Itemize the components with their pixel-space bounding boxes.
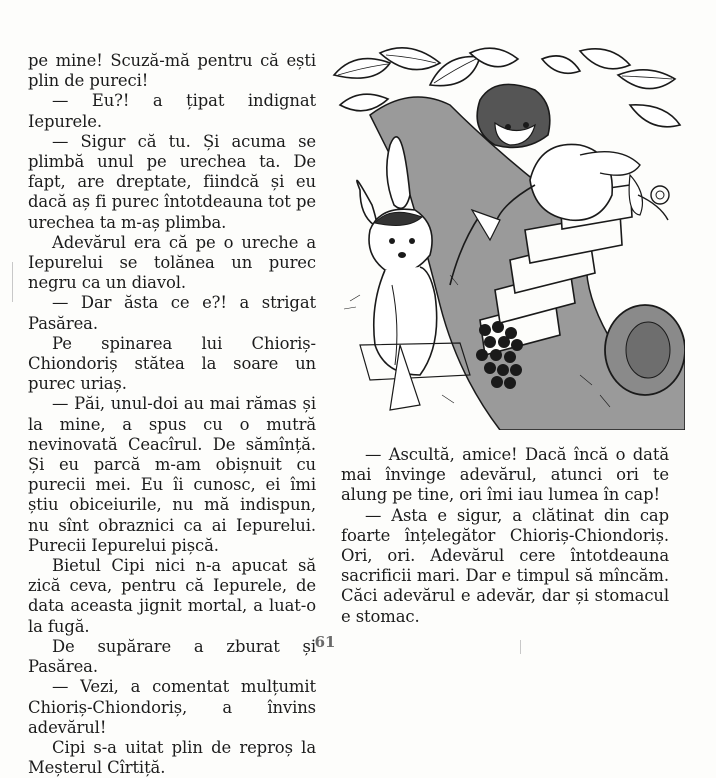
paragraph: — Ascultă, amice! Dacă încă o dată mai învinge adevărul, atunci ori te alung pe tine, ori îmi iau lumea în cap! — [341, 445, 669, 505]
paragraph: De supărare a zburat și Pasărea. — [28, 636, 316, 677]
paragraph: Cipi s-a uitat plin de reproș la Meșterul Cîrtiță. — [28, 737, 316, 778]
paragraph: — Vezi, a comentat mulțumit Chioriș-Chiondoriș, a învins adevărul! — [28, 677, 316, 737]
paragraph: Pe spinarea lui Chioriș-Chiondoriș stătea la soare un purec uriaș. — [28, 333, 316, 394]
paragraph: Adevărul era că pe o ureche a Iepurelui se tolănea un purec negru ca un diavol. — [28, 232, 316, 293]
margin-scan-mark — [520, 640, 521, 654]
paragraph: pe mine! Scuză-mă pentru că ești plin de pureci! — [28, 51, 316, 91]
right-text-column — [341, 445, 669, 627]
paragraph: — Eu?! a țipat indignat Iepurele. — [28, 91, 316, 131]
paragraph: — Dar ăsta ce e?! a strigat Pasărea. — [28, 293, 316, 333]
storybook-illustration-icon — [330, 45, 685, 430]
paragraph: — Păi, unul-doi au mai rămas și la mine, a spus cu o mutră nevinovată Ceacîrul. De sămînță. Și eu parcă m-am obișnuit cu purecii mei. Eu îi cunosc, ei îmi știu obiceiurile, nu mă indispun, nu sînt obraznici ca ai Iepurelui. Purecii Iepurelui pișcă. — [28, 394, 316, 555]
margin-scan-mark — [12, 262, 13, 302]
left-text-column — [28, 51, 316, 778]
paragraph: — Asta e sigur, a clătinat din cap foarte înțelegător Chioriș-Chiondoriș. Ori, ori. Adevărul cere întotdeauna sacrificii mari. Dar e timpul să mîncăm. Căci adevărul e adevăr, dar și stomacul e stomac. — [341, 505, 669, 626]
page-number: 61 — [314, 633, 336, 651]
paragraph: Bietul Cipi nici n-a apucat să zică ceva, pentru că Iepurele, de data aceasta jignit mortal, a luat-o la fugă. — [28, 556, 316, 636]
paragraph: — Sigur că tu. Și acuma se plimbă unul pe urechea ta. De fapt, are dreptate, fiindcă și eu dacă aș fi purec întotdeauna tot pe urechea ta m-aș plimba. — [28, 131, 316, 232]
